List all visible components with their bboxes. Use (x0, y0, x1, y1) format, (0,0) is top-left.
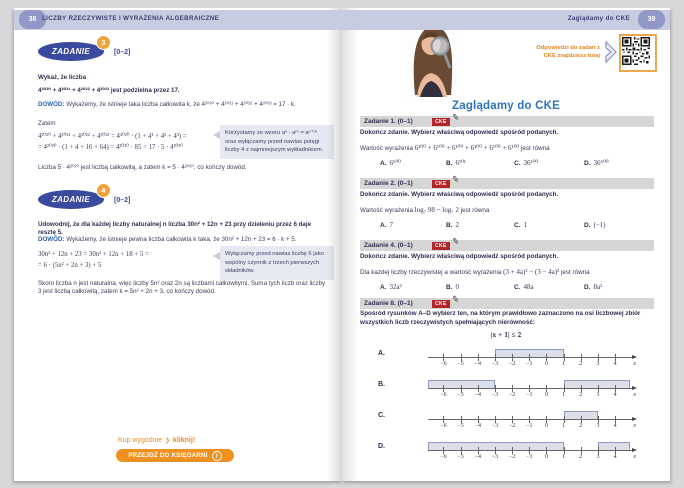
axis-tick (461, 447, 462, 454)
axis-tick-label: 1 (562, 423, 566, 429)
axis-tick (615, 385, 616, 392)
axis-tick (461, 416, 462, 423)
axis-tick (443, 385, 444, 392)
task4r-question (360, 268, 654, 276)
axis-tick (443, 354, 444, 361)
axis-tick (564, 385, 565, 392)
axis-tick-label: −6 (440, 361, 447, 367)
axis-tick-label: 1 (562, 361, 566, 367)
student-magnifier-illustration (400, 21, 464, 98)
qr-answers-note: Odpowiedzi do zadań z CKE znajdziesz tutaj (536, 45, 600, 60)
page-number-right: 39 (638, 10, 665, 29)
number-line-row-c (364, 407, 654, 434)
task3-equation-line1: 4²⁰²⁰ + 4²⁰²¹ + 4²⁰²² + 4²⁰²³ = 4²⁰²⁰ · (1 + 4¹ + 4² + 4³) = (38, 133, 187, 140)
axis-tick (512, 354, 513, 361)
pencil-icon: ✎ (451, 293, 460, 305)
axis-tick-label: 0 (544, 454, 548, 460)
task4-intro: Udowodnij, że dla każdej liczby naturalnej n liczba 30n² + 12n + 23 przy dzieleniu przez 6 daje resztę 5. (38, 221, 312, 237)
axis-arrow-icon (632, 355, 637, 359)
axis-tick-label: 1 (562, 454, 566, 460)
task2-answers (360, 221, 654, 231)
task4-equation-line2: = 6 · (5n² + 2n + 3) + 5 (38, 262, 102, 269)
axis-tick-label: 2 (579, 392, 583, 398)
axis-tick (495, 385, 496, 392)
task3-side-note: Korzystamy ze wzoru aⁿ · aᵐ = aⁿ⁺ᵐ oraz wyłączamy przed nawias potęgi liczby 4 z najmniejszym wykładnikiem. (220, 125, 334, 159)
task4r-title: Zadanie 4. (0–1) (364, 242, 413, 249)
task2-title: Zadanie 2. (0–1) (364, 180, 413, 187)
axis-variable-label: x (633, 361, 636, 367)
axis-tick (478, 447, 479, 454)
axis-tick-label: 4 (613, 423, 617, 429)
task1-header-bar (360, 111, 654, 127)
task8-instruction: Spośród rysunków A–D wybierz ten, na którym prawidłowo zaznaczono na osi liczbowej zbiór wszystkich liczb rzeczywistych spełniających nierówność: (360, 310, 641, 326)
axis-tick (581, 416, 582, 423)
number-line-row-a (364, 345, 654, 372)
number-line-a (428, 345, 634, 372)
axis-tick-label: 3 (596, 361, 600, 367)
axis-tick-label: −4 (474, 392, 481, 398)
chevron-icon: ❯ (164, 438, 170, 444)
axis-tick-label: −1 (526, 454, 533, 460)
axis-tick (443, 447, 444, 454)
task1-question (360, 144, 654, 152)
task4r-question-suffix: jest równa (560, 269, 590, 276)
chapter-title: LICZBY RZECZYWISTE I WYRAŻENIA ALGEBRAICZNE (42, 15, 220, 22)
axis-arrow-icon (632, 386, 637, 390)
task4-points: [0–2] (114, 197, 131, 204)
axis-variable-label: x (633, 392, 636, 398)
number-line-label-a: A. (378, 350, 385, 357)
axis-tick (478, 416, 479, 423)
task4r-question-expression: (3 + 4a)² − (3 − 4a)² (503, 268, 560, 276)
task8-inequality: |x + 1| ≤ 2 (490, 330, 522, 339)
axis-tick (546, 447, 547, 454)
number-line-label-c: C. (378, 412, 385, 419)
cke-section-heading: Zaglądamy do CKE (452, 100, 560, 112)
task3-connector: Zatem (38, 120, 56, 127)
task4-badge-label: ZADANIE (51, 195, 91, 204)
arrow-circle-icon: ❯ (212, 451, 222, 461)
axis-tick (615, 447, 616, 454)
axis-tick (529, 385, 530, 392)
cke-badge: CKE (432, 180, 450, 188)
axis-tick-label: 2 (579, 423, 583, 429)
axis-tick (598, 385, 599, 392)
axis-tick-label: −4 (474, 361, 481, 367)
task8-title: Zadanie 8. (0–1) (364, 300, 413, 307)
axis-tick-label: −4 (474, 454, 481, 460)
pencil-icon: ✎ (451, 173, 460, 185)
task4-side-note: Wyłączamy przed nawias liczbę 6 jako wspólny czynnik z trzech pierwszych składników. (220, 246, 334, 280)
axis-tick (581, 354, 582, 361)
axis-tick (512, 447, 513, 454)
task4-closing: Skoro liczba n jest naturalna, więc liczby 5n² oraz 2n są liczbami całkowitymi. Suma tych liczb oraz liczby 3 jest liczbą całkowitą, zatem k = 5n² + 2n + 3, co kończy dowód. (38, 280, 326, 296)
number-line-b (428, 376, 634, 403)
task3-number: 3 (96, 35, 111, 50)
shop-promo-click: kliknij! (172, 437, 196, 444)
axis-tick (581, 385, 582, 392)
axis-tick-label: −3 (491, 454, 499, 460)
number-line-c (428, 407, 634, 434)
shop-promo-link[interactable] (118, 437, 195, 444)
task1-answers (360, 159, 654, 169)
axis-tick (546, 385, 547, 392)
axis-tick (564, 416, 565, 423)
axis-tick-label: 4 (613, 454, 617, 460)
axis-tick (512, 416, 513, 423)
task3-intro-line2: 4²⁰²⁰ + 4²⁰²¹ + 4²⁰²² + 4²⁰²³ jest podzielna przez 17. (38, 87, 180, 94)
axis-tick (461, 385, 462, 392)
task1-instruction: Dokończ zdanie. Wybierz właściwą odpowiedź spośród podanych. (360, 129, 559, 136)
student-magnifier-photo (400, 21, 464, 98)
task1-question-prefix: Wartość wyrażenia (360, 145, 413, 152)
left-page (14, 8, 342, 481)
axis-tick-label: −3 (491, 423, 499, 429)
axis-tick-label: −2 (508, 423, 516, 429)
axis-tick-label: −2 (508, 392, 516, 398)
task2-question-prefix: Wartość wyrażenia (360, 207, 413, 214)
task4-number: 4 (96, 183, 111, 198)
task4r-answer-d: D. 8a² (584, 283, 603, 291)
axis-tick-label: 1 (562, 392, 566, 398)
task3-points: [0–2] (114, 49, 131, 56)
axis-tick (443, 416, 444, 423)
axis-tick-label: −1 (526, 392, 533, 398)
shop-promo-text: Kup wygodnie (118, 437, 162, 444)
axis-tick-label: 4 (613, 392, 617, 398)
axis-tick-label: −2 (508, 454, 516, 460)
axis-tick (615, 416, 616, 423)
task2-question (360, 206, 654, 214)
task4r-answer-c: C. 48a (514, 283, 534, 291)
axis-tick-label: −1 (526, 423, 533, 429)
page-number-left: 38 (19, 10, 46, 29)
axis-tick (461, 354, 462, 361)
axis-tick-label: −5 (457, 423, 464, 429)
axis-tick-label: 3 (596, 454, 600, 460)
axis-tick (581, 447, 582, 454)
task2-question-suffix: jest równa (460, 207, 490, 214)
axis-tick (495, 447, 496, 454)
axis-tick (546, 416, 547, 423)
axis-tick-label: −6 (440, 392, 447, 398)
axis-variable-label: x (633, 454, 636, 460)
axis-tick-label: −1 (526, 361, 533, 367)
arrow-right-icon (604, 40, 618, 69)
axis-tick-label: −2 (508, 361, 516, 367)
task4r-answer-a: A. 32a² (380, 283, 402, 291)
axis-variable-label: x (633, 423, 636, 429)
axis-tick (598, 447, 599, 454)
axis-tick (564, 447, 565, 454)
task4-proof (38, 236, 330, 244)
axis-arrow-icon (632, 417, 637, 421)
number-line-row-d (364, 438, 654, 465)
task1-answer-a: A. 6⁶⁰⁰ (380, 159, 402, 167)
axis-tick-label: −5 (457, 454, 464, 460)
axis-tick (564, 354, 565, 361)
task4-proof-label: DOWÓD: (38, 236, 65, 243)
task3-closing: Liczba 5 · 4²⁰²⁰ jest liczbą całkowitą, a zatem k = 5 · 4²⁰²⁰, co kończy dowód. (38, 164, 247, 171)
axis-tick-label: 0 (544, 361, 548, 367)
task2-answer-a: A. 7 (380, 221, 393, 229)
task3-proof-text: Wykażemy, że istnieje taka liczba całkowita k, że 4²⁰²⁰ + 4²⁰²¹ + 4²⁰²² + 4²⁰²³ = 17 · k. (66, 101, 296, 108)
task3-proof (38, 101, 330, 109)
axis-tick (478, 385, 479, 392)
axis-tick-label: −3 (491, 361, 499, 367)
axis-tick-label: 4 (613, 361, 617, 367)
task4r-header-bar (360, 235, 654, 251)
task2-answer-c: C. 1 (514, 221, 527, 229)
task1-answer-c: C. 36¹⁰⁰ (514, 159, 539, 167)
axis-tick (598, 416, 599, 423)
task2-instruction: Dokończ zdanie. Wybierz właściwą odpowiedź spośród podanych. (360, 191, 559, 198)
axis-tick (512, 385, 513, 392)
task3-badge-label: ZADANIE (51, 47, 91, 56)
axis-tick (546, 354, 547, 361)
qr-code (619, 34, 657, 72)
cke-badge: CKE (432, 118, 450, 126)
section-running-title: Zaglądamy do CKE (567, 15, 630, 22)
axis-tick (598, 354, 599, 361)
axis-tick-label: 0 (544, 423, 548, 429)
cke-badge: CKE (432, 242, 450, 250)
axis-tick (529, 447, 530, 454)
bookstore-button-label: PRZEJDŹ DO KSIĘGARNI (128, 452, 208, 459)
axis-tick-label: 2 (579, 361, 583, 367)
task2-answer-d: D. (−1) (584, 221, 606, 229)
qr-code-pattern (622, 37, 650, 65)
task3-proof-label: DOWÓD: (38, 101, 65, 108)
axis-tick-label: −3 (491, 392, 499, 398)
task4-badge (38, 186, 106, 209)
number-line-row-b (364, 376, 654, 403)
task4-equation-line1: 30n² + 12n + 23 = 30n² + 12n + 18 + 5 = (38, 251, 149, 258)
task3-intro-line1: Wykaż, że liczba (38, 74, 87, 81)
task2-answer-b: B. 2 (446, 221, 459, 229)
axis-tick (495, 416, 496, 423)
number-line-d (428, 438, 634, 465)
axis-tick-label: −5 (457, 361, 464, 367)
task2-question-expression: log₇ 98 − log₇ 2 (414, 206, 459, 214)
axis-tick-label: −6 (440, 423, 447, 429)
axis-tick-label: 0 (544, 392, 548, 398)
axis-tick (529, 354, 530, 361)
right-page (342, 8, 670, 481)
number-line-label-b: B. (378, 381, 385, 388)
axis-tick-label: −4 (474, 423, 481, 429)
cke-badge: CKE (432, 300, 450, 308)
axis-tick-label: 3 (596, 392, 600, 398)
task4-proof-text: Wykażemy, że istnieje pewna liczba całkowita k taka, że 30n² + 12n + 23 = 6 · k + 5. (66, 236, 297, 243)
task4r-question-prefix: Dla każdej liczby rzeczywistej a wartość wyrażenia (360, 269, 502, 276)
axis-tick (495, 354, 496, 361)
number-line-label-d: D. (378, 443, 385, 450)
axis-tick (478, 354, 479, 361)
task2-header-bar (360, 173, 654, 189)
task3-badge (38, 38, 106, 61)
axis-tick (615, 354, 616, 361)
task1-title: Zadanie 1. (0–1) (364, 118, 413, 125)
task1-question-expression: 6¹⁰⁰ + 6¹⁰⁰ + 6¹⁰⁰ + 6¹⁰⁰ + 6¹⁰⁰ + 6¹⁰⁰ (414, 144, 520, 152)
task1-answer-b: B. 6¹⁰¹ (446, 159, 467, 167)
axis-arrow-icon (632, 448, 637, 452)
task8-header-bar (360, 293, 654, 309)
task4r-answer-b: B. 0 (446, 283, 459, 291)
pencil-icon: ✎ (451, 235, 460, 247)
task1-question-suffix: jest równa (520, 145, 550, 152)
axis-tick-label: −5 (457, 392, 464, 398)
pencil-icon: ✎ (451, 111, 460, 123)
axis-tick-label: 2 (579, 454, 583, 460)
axis-tick-label: −6 (440, 454, 447, 460)
axis-tick (529, 416, 530, 423)
go-to-bookstore-button[interactable] (116, 449, 234, 462)
task4r-instruction: Dokończ zdanie. Wybierz właściwą odpowiedź spośród podanych. (360, 253, 559, 260)
task3-equation-line2: = 4²⁰²⁰ · (1 + 4 + 16 + 64) = 4²⁰²⁰ · 85 = 17 · 5 · 4²⁰²⁰ (38, 144, 184, 151)
task4r-answers (360, 283, 654, 293)
axis-tick-label: 3 (596, 423, 600, 429)
task1-answer-d: D. 36⁶⁰⁰ (584, 159, 609, 167)
